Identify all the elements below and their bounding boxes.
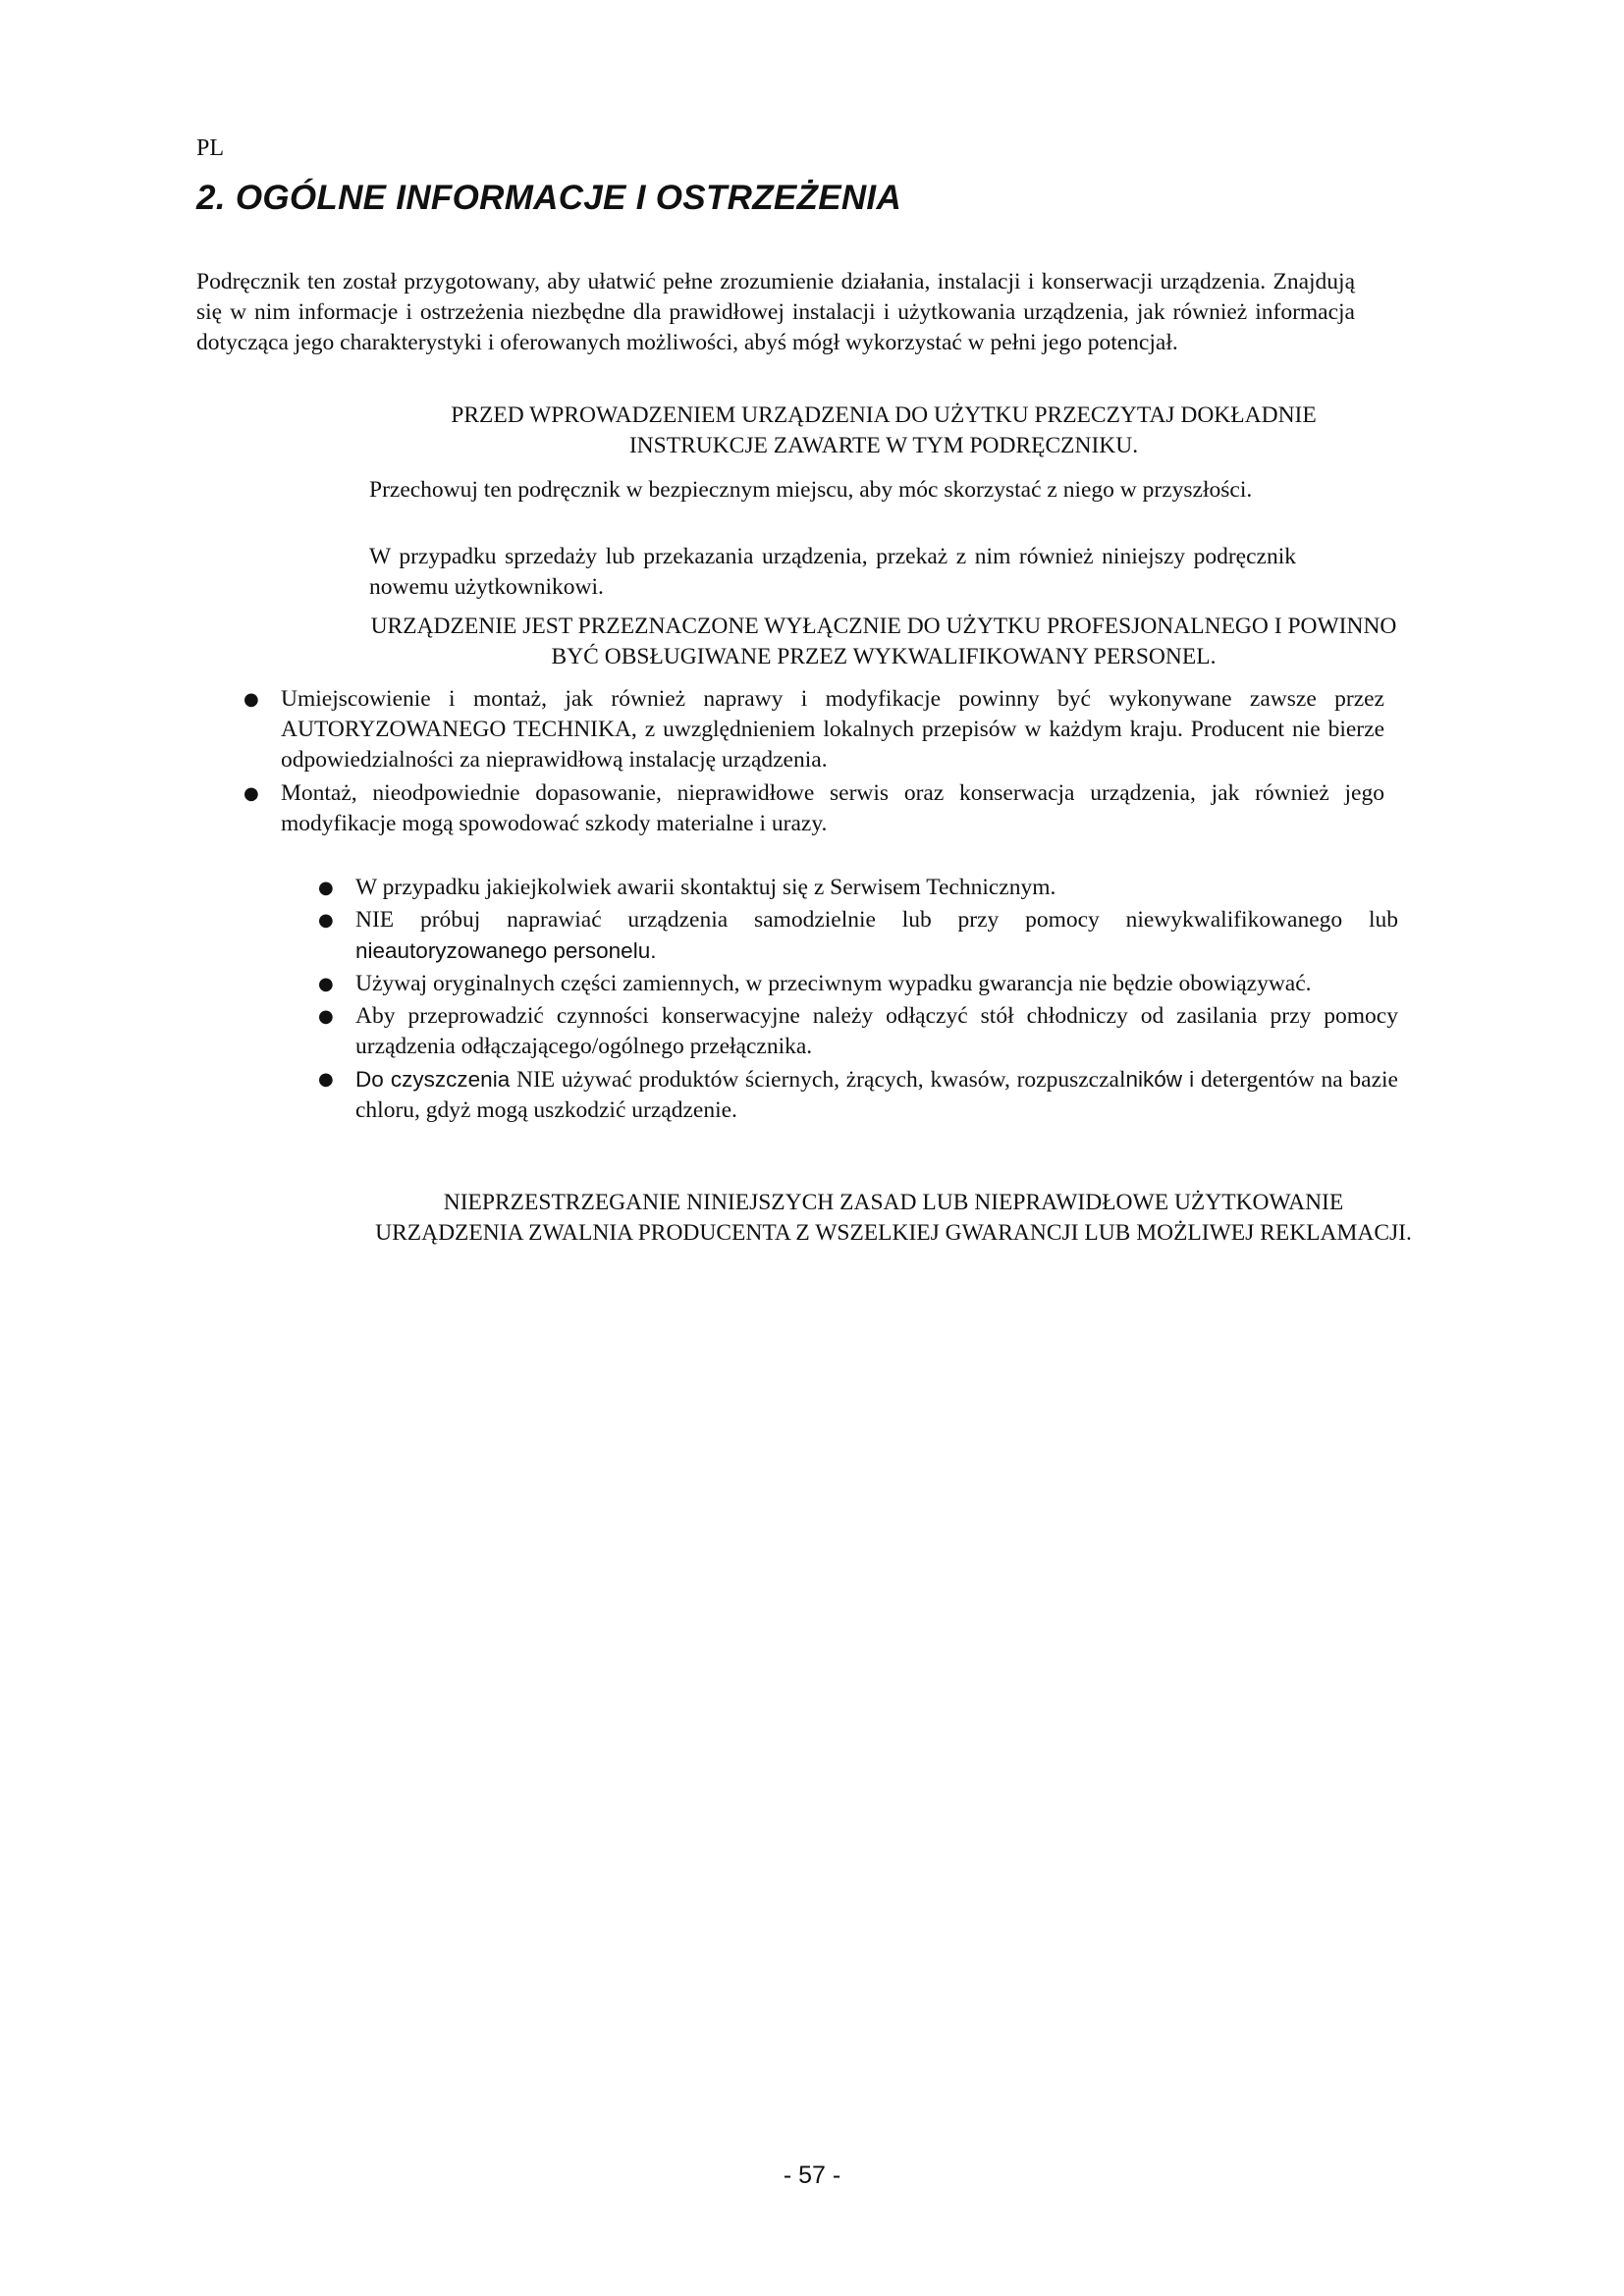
bullet-icon: ● bbox=[318, 1069, 334, 1090]
pass-manual-note: W przypadku sprzedaży lub przekazania urządzenia, przekaż z nim również niniejszy podręcznik nowemu użytkownikowi. bbox=[369, 544, 1296, 600]
read-instructions-warning: PRZED WPROWADZENIEM URZĄDZENIA DO UŻYTKU PRZECZYTAJ DOKŁADNIE INSTRUKCJE ZAWARTE W TYM PODRĘCZNIKU. bbox=[451, 402, 1317, 458]
bullet-icon: ● bbox=[318, 1006, 334, 1027]
bullet-icon: ● bbox=[244, 783, 259, 804]
list-item: ● Montaż, nieodpowiednie dopasowanie, nieprawidłowe serwis oraz konserwacja urządzenia, jak również jego modyfikacje mogą spowodować szkody materialne i urazy. bbox=[244, 780, 1384, 836]
installation-list bbox=[244, 684, 1384, 842]
bullet-icon: ● bbox=[318, 974, 334, 994]
bullet-icon: ● bbox=[318, 878, 334, 898]
section-title: 2. OGÓLNE INFORMACJE I OSTRZEŻENIA bbox=[196, 179, 902, 217]
keep-manual-note: Przechowuj ten podręcznik w bezpiecznym miejscu, aby móc skorzystać z niego w przyszłości. bbox=[369, 477, 1253, 503]
service-list bbox=[318, 873, 1398, 1128]
list-item: ● W przypadku jakiejkolwiek awarii skontaktuj się z Serwisem Technicznym. bbox=[355, 873, 1398, 903]
list-item: ● Do czyszczenia NIE używać produktów ściernych, żrących, kwasów, rozpuszczalników i detergentów na bazie chloru, gdyż mogą uszkodzić urządzenie. bbox=[355, 1064, 1398, 1126]
list-item: ● Używaj oryginalnych części zamiennych, w przeciwnym wypadku gwarancja nie będzie obowiązywać. bbox=[355, 969, 1398, 999]
list-item: ● NIE próbuj naprawiać urządzenia samodzielnie lub przy pomocy niewykwalifikowanego lub nieautoryzowanego personelu. bbox=[318, 907, 1398, 963]
page-number: - 57 - bbox=[783, 2162, 841, 2189]
professional-use-warning: URZĄDZENIE JEST PRZEZNACZONE WYŁĄCZNIE DO UŻYTKU PROFESJONALNEGO I POWINNO BYĆ OBSŁUGIWANE PRZEZ WYKWALIFIKOWANY PERSONEL. bbox=[370, 614, 1397, 669]
bullet-icon: ● bbox=[318, 910, 334, 931]
warranty-warning: NIEPRZESTRZEGANIE NINIEJSZYCH ZASAD LUB NIEPRAWIDŁOWE UŻYTKOWANIE URZĄDZENIA ZWALNIA PRODUCENTA Z WSZELKIEJ GWARANCJI LUB MOŻLIWEJ REKLAMACJI. bbox=[375, 1190, 1412, 1246]
intro-paragraph: Podręcznik ten został przygotowany, aby ułatwić pełne zrozumienie działania, instalacji i konserwacji urządzenia. Znajdują się w nim informacje i ostrzeżenia niezbędne dla prawidłowej instalacji i użytkowania urządzenia, jak również informacja dotycząca jego charakterystyki i oferowanych możliwości, abyś mógł wykorzystać w pełni jego potencjał. bbox=[196, 269, 1355, 355]
language-code: PL bbox=[196, 135, 225, 161]
bullet-icon: ● bbox=[244, 689, 259, 710]
list-item: ● Umiejscowienie i montaż, jak również naprawy i modyfikacje powinny być wykonywane zawsze przez AUTORYZOWANEGO TECHNIKA, z uwzględnieniem lokalnych przepisów w każdym kraju. Producent nie bierze odpowiedzialności za nieprawidłową instalację urządzenia. bbox=[244, 686, 1384, 773]
list-item: ● Aby przeprowadzić czynności konserwacyjne należy odłączyć stół chłodniczy od zasilania przy pomocy urządzenia odłączającego/ogólnego przełącznika. bbox=[318, 1003, 1398, 1059]
